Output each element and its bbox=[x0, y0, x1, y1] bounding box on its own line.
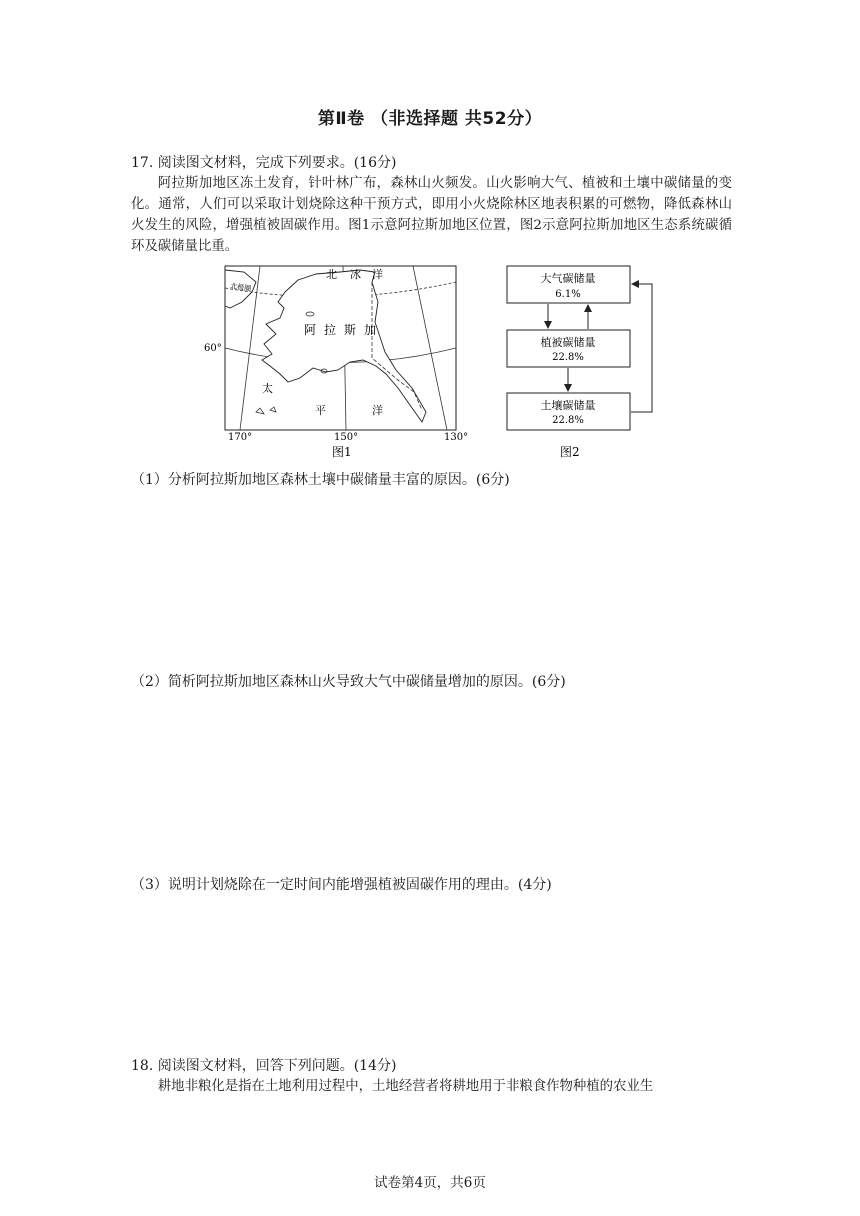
figure-1-alaska-map bbox=[200, 262, 475, 462]
map-label-arctic-3: 洋 bbox=[372, 268, 383, 281]
vegetation-value: 22.8% bbox=[552, 352, 584, 363]
soil-label: 土壤碳储量 bbox=[540, 399, 596, 412]
question-17-heading: 17. 阅读图文材料，完成下列要求。(16分) bbox=[131, 155, 397, 171]
map-label-pacific-1: 太 bbox=[262, 382, 273, 395]
page-footer: 试卷第4页，共6页 bbox=[374, 1175, 486, 1191]
atmosphere-value: 6.1% bbox=[555, 289, 581, 300]
figure-2-carbon-cycle-diagram bbox=[500, 262, 660, 462]
map-label-arctic-1: 北 bbox=[326, 268, 337, 281]
map-label-arctic-circle: 北极圈 bbox=[229, 282, 252, 293]
arrow-soil-to-atmosphere bbox=[631, 284, 652, 412]
map-label-alaska-4: 加 bbox=[364, 323, 377, 337]
map-label-arctic-2: 冰 bbox=[350, 268, 361, 281]
alaska-coastline bbox=[262, 270, 426, 422]
map-label-lon-150: 150° bbox=[334, 432, 359, 443]
map-label-alaska-2: 拉 bbox=[324, 323, 337, 337]
map-label-lon-130: 130° bbox=[444, 432, 469, 443]
soil-value: 22.8% bbox=[552, 415, 584, 426]
question-18-paragraph: 耕地非粮化是指在土地利用过程中，土地经营者将耕地用于非粮食作物种植的农业生 bbox=[157, 1079, 654, 1094]
figure-1-caption: 图1 bbox=[332, 445, 352, 459]
map-label-lon-170: 170° bbox=[228, 432, 253, 443]
map-label-pacific-3: 洋 bbox=[372, 404, 383, 417]
map-label-alaska-3: 斯 bbox=[344, 323, 357, 337]
question-17-subquestion-3: （3）说明计划烧除在一定时间内能增强植被固碳作用的理由。(4分) bbox=[131, 877, 552, 893]
question-17-subquestion-1: （1）分析阿拉斯加地区森林土壤中碳储量丰富的原因。(6分) bbox=[131, 472, 510, 488]
question-17-subquestion-2: （2）简析阿拉斯加地区森林山火导致大气中碳储量增加的原因。(6分) bbox=[131, 674, 566, 690]
question-17-paragraph: 阿拉斯加地区冻土发育，针叶林广布，森林山火频发。山火影响大气、植被和土壤中碳储量的变化。通常，人们可以采取计划烧除这种干预方式，即用小火烧除林区地表积累的可燃物，降低森林山火发生的风险，增强植被固碳作用。图1示意阿拉斯加地区位置，图2示意阿拉斯加地区生态系统碳循环及碳储量比重。 bbox=[131, 176, 732, 254]
question-18-heading: 18. 阅读图文材料，回答下列问题。(14分) bbox=[131, 1058, 397, 1074]
figure-2-caption: 图2 bbox=[560, 445, 580, 459]
vegetation-label: 植被碳储量 bbox=[540, 336, 596, 349]
map-label-pacific-2: 平 bbox=[315, 404, 326, 417]
map-label-alaska-1: 阿 bbox=[304, 323, 317, 337]
map-label-lat-60: 60° bbox=[204, 343, 222, 354]
section-title: 第Ⅱ卷 （非选择题 共52分） bbox=[317, 109, 543, 129]
atmosphere-label: 大气碳储量 bbox=[540, 272, 596, 285]
